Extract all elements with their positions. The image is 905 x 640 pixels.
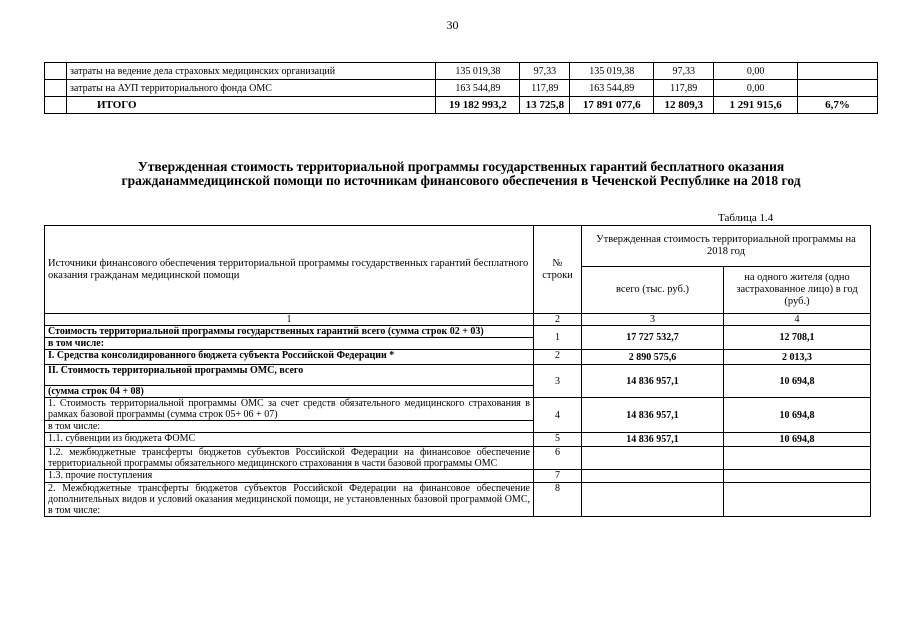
section-heading xyxy=(44,160,878,188)
row-total: 2 890 575,6 xyxy=(582,350,724,365)
cell: 6,7% xyxy=(798,97,878,114)
cell xyxy=(798,80,878,97)
row-per-capita: 10 694,8 xyxy=(724,365,871,398)
cell: 135 019,38 xyxy=(570,63,654,80)
header-row-no: № строки xyxy=(534,226,582,314)
column-number: 4 xyxy=(724,314,871,326)
row-label: затраты на ведение дела страховых медицинских организаций xyxy=(66,63,435,80)
row-label: II. Стоимость территориальной программы ОМС, всего xyxy=(45,365,534,386)
row-total xyxy=(582,470,724,483)
row-sublabel: (сумма строк 04 + 08) xyxy=(45,386,534,398)
funding-table xyxy=(44,225,871,517)
row-number: 5 xyxy=(534,433,582,447)
cell: 135 019,38 xyxy=(436,63,520,80)
row-label: 2. Межбюджетные трансферты бюджетов субъектов Российской Федерации на финансовое обеспечение дополнительных видов и условий оказания медицинской помощи, не установленных базовой программой ОМС, в том числе: xyxy=(45,483,534,517)
row-number: 7 xyxy=(534,470,582,483)
top-table xyxy=(44,62,878,114)
header-approved: Утвержденная стоимость территориальной программы на 2018 год xyxy=(582,226,871,267)
table-row xyxy=(45,447,871,470)
header-total: всего (тыс. руб.) xyxy=(582,267,724,314)
total-label: ИТОГО xyxy=(66,97,435,114)
total-row xyxy=(45,97,878,114)
cell: 12 809,3 xyxy=(654,97,714,114)
row-label: 1.3. прочие поступления xyxy=(45,470,534,483)
table-row xyxy=(45,350,871,365)
cell: 97,33 xyxy=(520,63,570,80)
cell: 163 544,89 xyxy=(436,80,520,97)
cell: 13 725,8 xyxy=(520,97,570,114)
table-row xyxy=(45,483,871,517)
header-row xyxy=(45,226,871,267)
row-number: 2 xyxy=(534,350,582,365)
column-number: 3 xyxy=(582,314,724,326)
row-number: 1 xyxy=(534,326,582,350)
page-number: 30 xyxy=(446,18,459,32)
cell: 19 182 993,2 xyxy=(436,97,520,114)
table-caption: Таблица 1.4 xyxy=(718,212,774,224)
cell: 17 891 077,6 xyxy=(570,97,654,114)
table-row xyxy=(45,433,871,447)
table-row xyxy=(45,80,878,97)
row-per-capita xyxy=(724,470,871,483)
row-label: Стоимость территориальной программы государственных гарантий всего (сумма строк 02 + 03) xyxy=(45,326,534,338)
row-label: 1. Стоимость территориальной программы ОМС за счет средств обязательного медицинского страхования в рамках базовой программы (сумма строк 05+ 06 + 07) xyxy=(45,398,534,421)
numbering-row xyxy=(45,314,871,326)
cell: 1 291 915,6 xyxy=(714,97,798,114)
table-row xyxy=(45,365,871,386)
row-number: 4 xyxy=(534,398,582,433)
column-number: 1 xyxy=(45,314,534,326)
table-row xyxy=(45,326,871,338)
cell: 117,89 xyxy=(654,80,714,97)
row-total xyxy=(582,447,724,470)
row-per-capita: 10 694,8 xyxy=(724,433,871,447)
heading-line: гражданаммедицинской помощи по источникам финансового обеспечения в Чеченской Республике на 2018 год xyxy=(121,173,801,188)
cell: 0,00 xyxy=(714,80,798,97)
row-label: затраты на АУП территориального фонда ОМС xyxy=(66,80,435,97)
cell xyxy=(798,63,878,80)
column-number: 2 xyxy=(534,314,582,326)
row-total: 14 836 957,1 xyxy=(582,365,724,398)
row-number: 3 xyxy=(534,365,582,398)
row-label: 1.1. субвенции из бюджета ФОМС xyxy=(45,433,534,447)
row-per-capita: 2 013,3 xyxy=(724,350,871,365)
row-total xyxy=(582,483,724,517)
row-per-capita: 10 694,8 xyxy=(724,398,871,433)
cell: 97,33 xyxy=(654,63,714,80)
row-total: 17 727 532,7 xyxy=(582,326,724,350)
row-sublabel: в том числе: xyxy=(45,338,534,350)
header-source: Источники финансового обеспечения территориальной программы государственных гарантий бесплатного оказания гражданам медицинской помощи xyxy=(45,226,534,314)
cell: 0,00 xyxy=(714,63,798,80)
row-number: 8 xyxy=(534,483,582,517)
row-label: 1.2. межбюджетные трансферты бюджетов субъектов Российской Федерации на финансовое обеспечение территориальной программы обязательного медицинского страхования в части базовой программы ОМС xyxy=(45,447,534,470)
row-number: 6 xyxy=(534,447,582,470)
row-total: 14 836 957,1 xyxy=(582,433,724,447)
cell: 163 544,89 xyxy=(570,80,654,97)
table-row xyxy=(45,63,878,80)
row-sublabel: в том числе: xyxy=(45,421,534,433)
row-per-capita xyxy=(724,447,871,470)
row-label: I. Средства консолидированного бюджета субъекта Российской Федерации * xyxy=(45,350,534,365)
row-per-capita xyxy=(724,483,871,517)
header-per-capita: на одного жителя (одно застрахованное лицо) в год (руб.) xyxy=(724,267,871,314)
row-total: 14 836 957,1 xyxy=(582,398,724,433)
heading-line: Утвержденная стоимость территориальной программы государственных гарантий бесплатного оказания xyxy=(137,159,785,174)
cell: 117,89 xyxy=(520,80,570,97)
table-row xyxy=(45,398,871,421)
row-per-capita: 12 708,1 xyxy=(724,326,871,350)
table-row xyxy=(45,470,871,483)
